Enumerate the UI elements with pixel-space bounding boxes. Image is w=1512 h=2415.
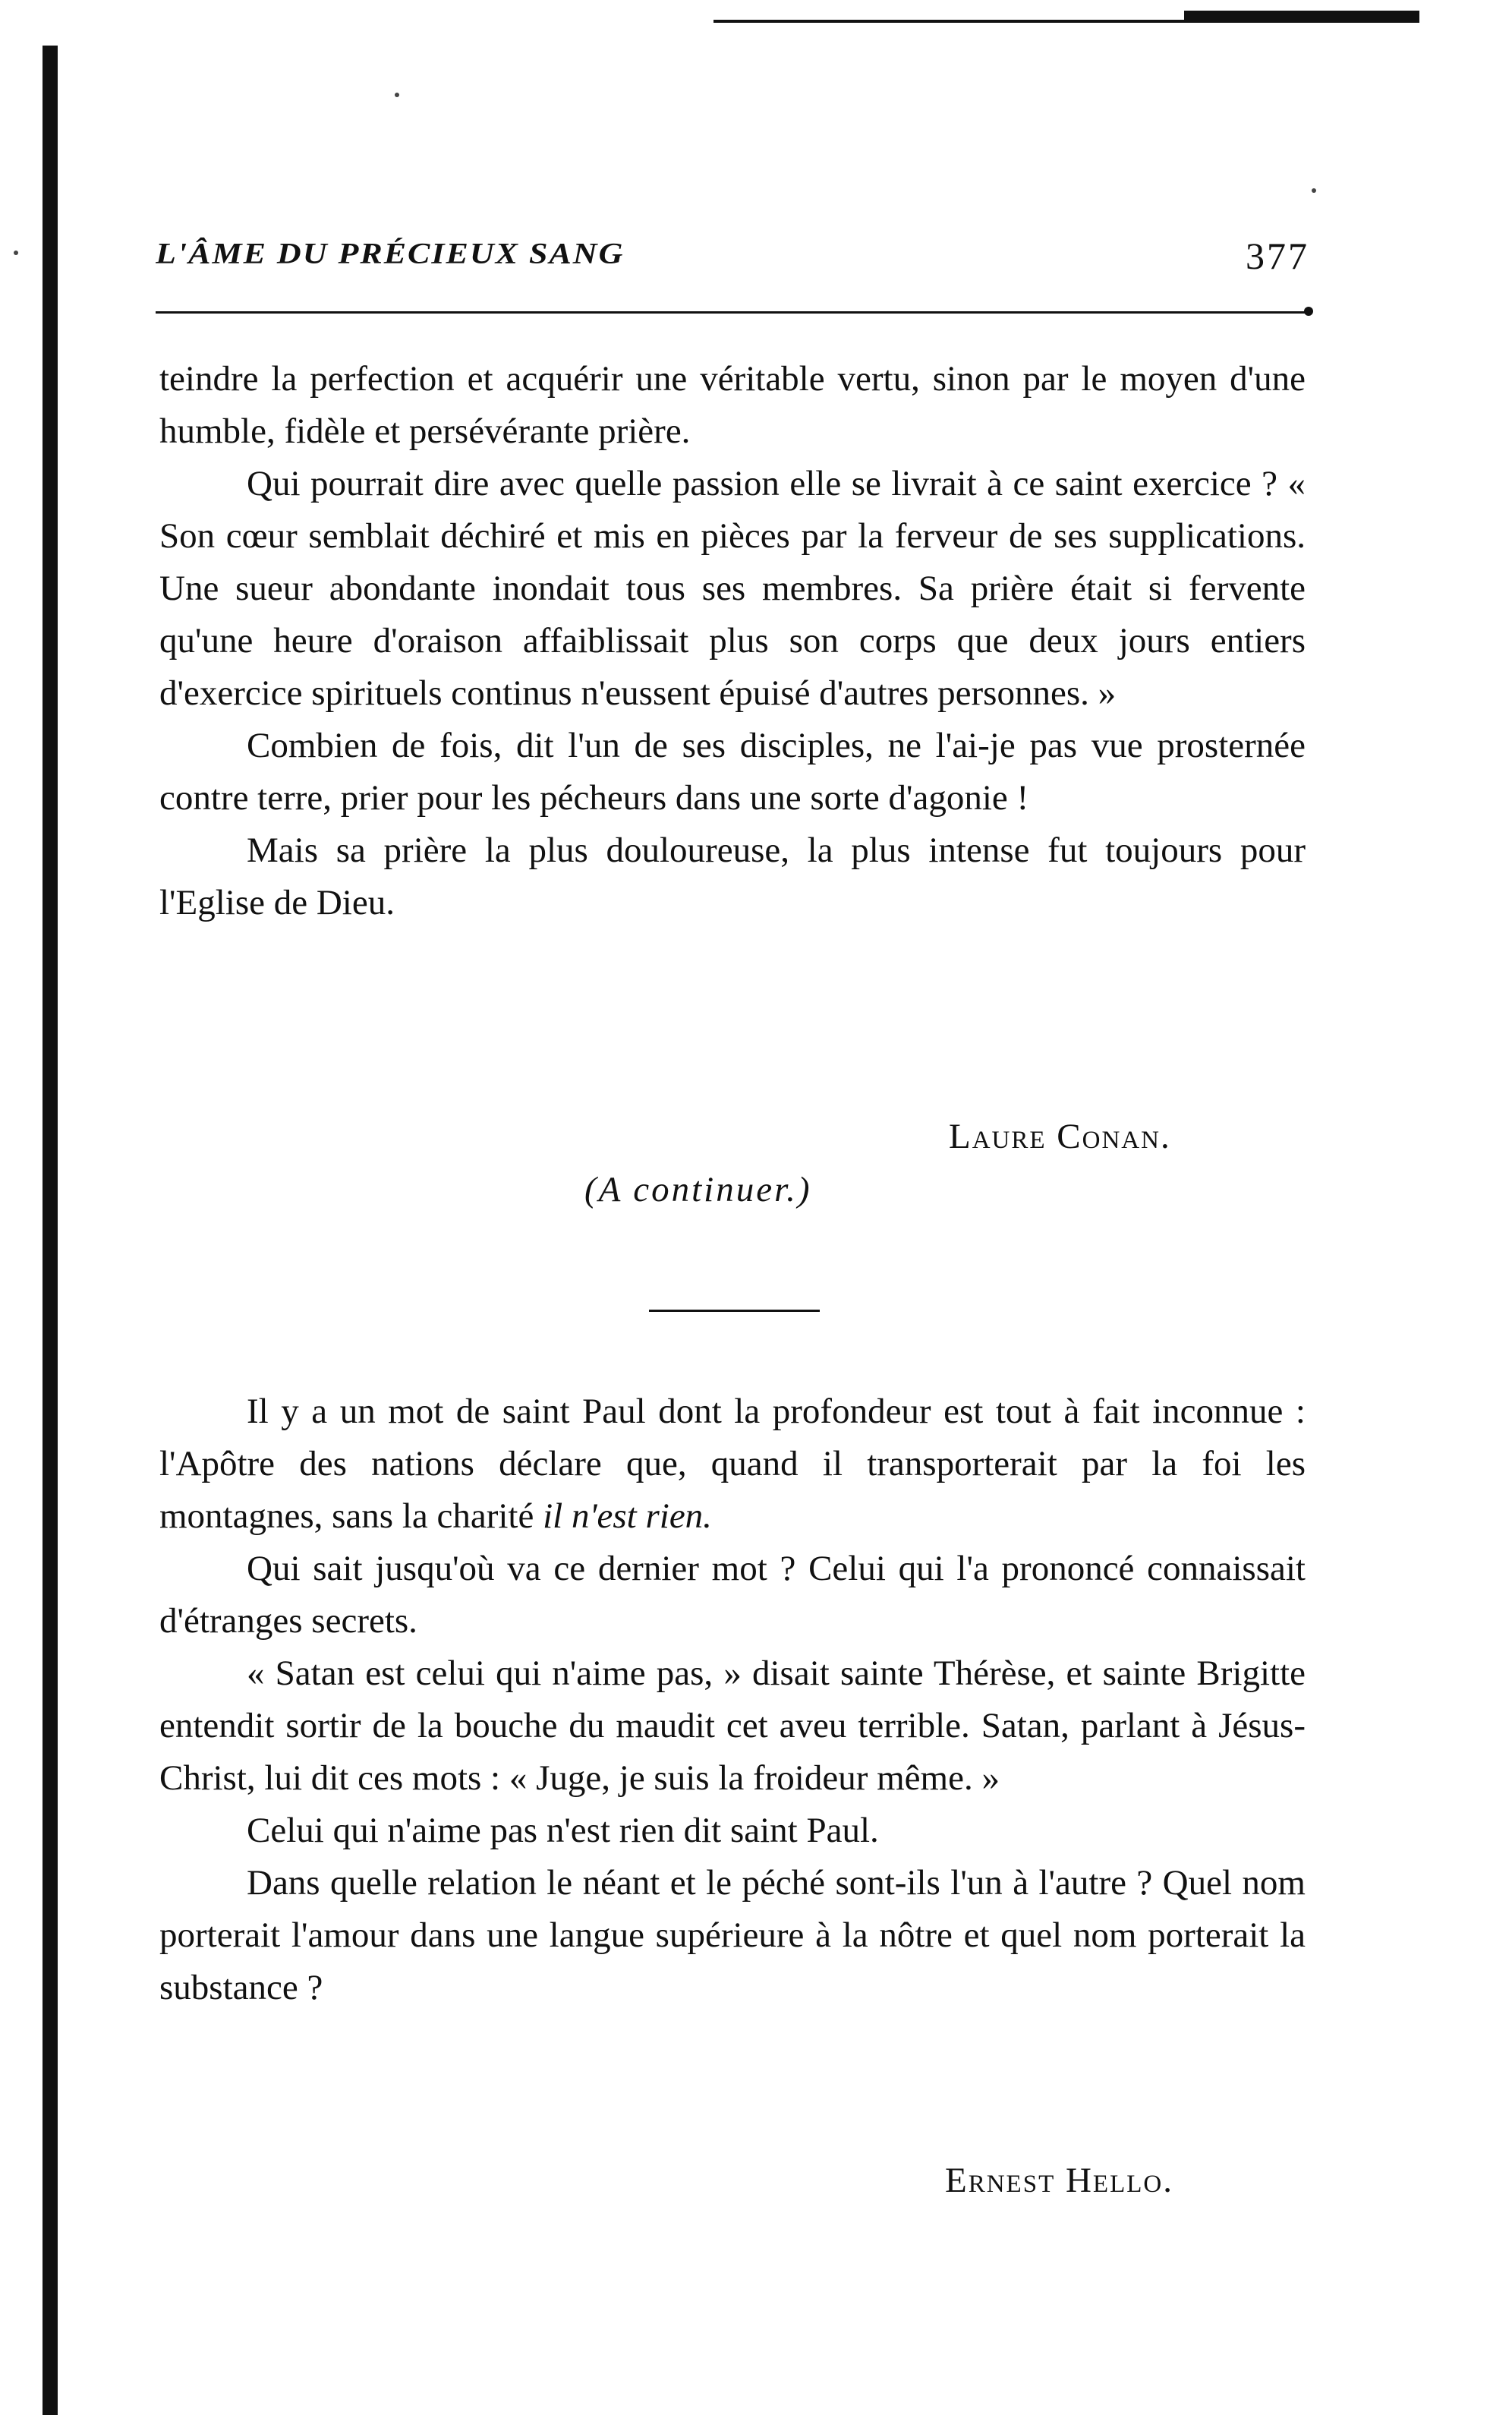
scan-speck xyxy=(395,93,399,97)
page-number: 377 xyxy=(1246,235,1309,277)
scan-speck xyxy=(14,251,18,255)
paragraph xyxy=(159,1386,1306,1543)
author-signature: Ernest Hello. xyxy=(945,2161,1173,2200)
paragraph: Dans quelle relation le néant et le péché sont-ils l'un à l'autre ? Quel nom porterait l'amour dans une langue supérieure à la nôtre et quel nom porterait la substance ? xyxy=(159,1863,1306,2007)
left-binding-edge xyxy=(43,46,58,2415)
top-scan-bar xyxy=(1184,11,1419,23)
running-head xyxy=(156,228,1309,288)
paragraph: Mais sa prière la plus douloureuse, la plus intense fut toujours pour l'Eglise de Dieu. xyxy=(159,831,1306,922)
paragraph: teindre la perfection et acquérir une véritable vertu, sinon par le moyen d'une humble, fidèle et persévérante prière. xyxy=(159,359,1306,451)
running-title: L'ÂME DU PRÉCIEUX SANG xyxy=(156,236,625,270)
section-separator xyxy=(649,1310,820,1312)
section-1-text xyxy=(159,353,1306,929)
paragraph: Combien de fois, dit l'un de ses disciples, ne l'ai-je pas vue prosternée contre terre, prier pour les pécheurs dans une sorte d'agonie ! xyxy=(159,726,1306,818)
scan-speck xyxy=(1312,188,1316,193)
paragraph: Qui sait jusqu'où va ce dernier mot ? Celui qui l'a prononcé connaissait d'étranges secrets. xyxy=(159,1549,1306,1641)
paragraph: Qui pourrait dire avec quelle passion elle se livrait à ce saint exercice ? « Son cœur semblait déchiré et mis en pièces par la ferveur de ses supplications. Une sueur abondante inondait tous ses membres. Sa prière était si fervente qu'une heure d'oraison affaiblissait plus son corps que deux jours entiers d'exercice spirituels continus n'eussent épuisé d'autres personnes. » xyxy=(159,464,1306,713)
header-rule xyxy=(156,311,1309,314)
paragraph: Celui qui n'aime pas n'est rien dit saint Paul. xyxy=(247,1811,879,1850)
continue-note: (A continuer.) xyxy=(584,1170,812,1209)
author-signature: Laure Conan. xyxy=(949,1117,1171,1156)
header-rule-dot xyxy=(1304,307,1313,316)
paragraph-text: Il y a un mot de saint Paul dont la profondeur est tout à fait inconnue : l'Apôtre des nations déclare que, quand il transporterait par la foi les montagnes, sans la charité xyxy=(159,1392,1306,1536)
italic-phrase: il n'est rien. xyxy=(543,1496,712,1536)
paragraph: « Satan est celui qui n'aime pas, » disait sainte Thérèse, et sainte Brigitte entendit sortir de la bouche du maudit cet aveu terrible. Satan, parlant à Jésus-Christ, lui dit ces mots : « Juge, je suis la froideur même. » xyxy=(159,1654,1306,1798)
section-2-text xyxy=(159,1386,1306,2014)
